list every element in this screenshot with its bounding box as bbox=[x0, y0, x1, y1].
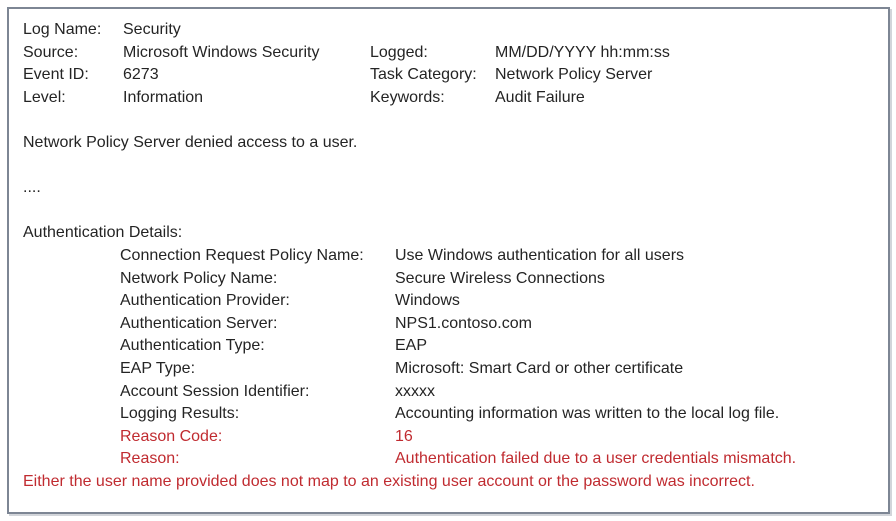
logged-value: MM/DD/YYYY hh:mm:ss bbox=[495, 43, 670, 61]
logged-label: Logged: bbox=[370, 43, 428, 61]
account-session-identifier-label: Account Session Identifier: bbox=[120, 382, 310, 400]
reason-code-value: 16 bbox=[395, 427, 413, 445]
detail-row-connection-request-policy bbox=[23, 245, 878, 268]
task-category-value: Network Policy Server bbox=[495, 66, 653, 84]
eap-type-value: Microsoft: Smart Card or other certificate bbox=[395, 359, 684, 377]
authentication-type-value: EAP bbox=[395, 337, 428, 355]
detail-row-account-session-identifier bbox=[23, 381, 878, 404]
detail-row-authentication-provider bbox=[23, 290, 878, 313]
detail-row-authentication-server bbox=[23, 313, 878, 336]
keywords-label: Keywords: bbox=[370, 88, 445, 106]
authentication-details-list bbox=[23, 245, 878, 471]
source-value: Microsoft Windows Security bbox=[123, 43, 320, 61]
event-id-row bbox=[23, 64, 878, 87]
log-name-value: Security bbox=[123, 21, 181, 38]
logging-results-value: Accounting information was written to the local log file. bbox=[395, 405, 780, 423]
detail-row-eap-type bbox=[23, 358, 878, 381]
detail-row-reason-code bbox=[23, 426, 878, 449]
account-session-identifier-value: xxxxx bbox=[395, 382, 435, 400]
authentication-server-value: NPS1.contoso.com bbox=[395, 314, 532, 332]
source-label: Source: bbox=[23, 43, 79, 61]
detail-row-reason bbox=[23, 448, 878, 471]
logging-results-label: Logging Results: bbox=[120, 405, 240, 423]
event-log-content bbox=[9, 9, 888, 493]
source-row bbox=[23, 42, 878, 65]
detail-row-network-policy-name bbox=[23, 268, 878, 291]
eap-type-label: EAP Type: bbox=[120, 359, 196, 377]
event-description: Network Policy Server denied access to a user. bbox=[23, 133, 358, 151]
detail-row-logging-results bbox=[23, 403, 878, 426]
authentication-provider-label: Authentication Provider: bbox=[120, 292, 290, 310]
log-name-label: Log Name: bbox=[23, 21, 102, 38]
task-category-label: Task Category: bbox=[370, 66, 477, 84]
event-log-frame bbox=[7, 7, 890, 514]
reason-code-label: Reason Code: bbox=[120, 427, 223, 445]
level-row bbox=[23, 87, 878, 110]
authentication-details-heading: Authentication Details: bbox=[23, 224, 183, 242]
event-id-label: Event ID: bbox=[23, 66, 89, 84]
network-policy-name-label: Network Policy Name: bbox=[120, 269, 278, 287]
ellipsis-text: .... bbox=[23, 179, 41, 197]
header-row1-label2 bbox=[370, 19, 495, 42]
log-name-row bbox=[23, 19, 878, 42]
event-id-value: 6273 bbox=[123, 66, 159, 84]
authentication-provider-value: Windows bbox=[395, 292, 460, 310]
reason-label: Reason: bbox=[120, 450, 180, 468]
reason-value: Authentication failed due to a user credentials mismatch. bbox=[395, 450, 797, 468]
level-label: Level: bbox=[23, 88, 66, 106]
connection-request-policy-value: Use Windows authentication for all users bbox=[395, 246, 685, 264]
reason-explanation-text: Either the user name provided does not map to an existing user account or the password was incorrect. bbox=[23, 472, 755, 490]
header-row1-value2 bbox=[495, 19, 878, 42]
keywords-value: Audit Failure bbox=[495, 88, 585, 106]
level-value: Information bbox=[123, 88, 204, 106]
network-policy-name-value: Secure Wireless Connections bbox=[395, 269, 605, 287]
authentication-type-label: Authentication Type: bbox=[120, 337, 265, 355]
connection-request-policy-label: Connection Request Policy Name: bbox=[120, 246, 364, 264]
authentication-server-label: Authentication Server: bbox=[120, 314, 278, 332]
event-header bbox=[23, 19, 878, 109]
detail-row-authentication-type bbox=[23, 335, 878, 358]
